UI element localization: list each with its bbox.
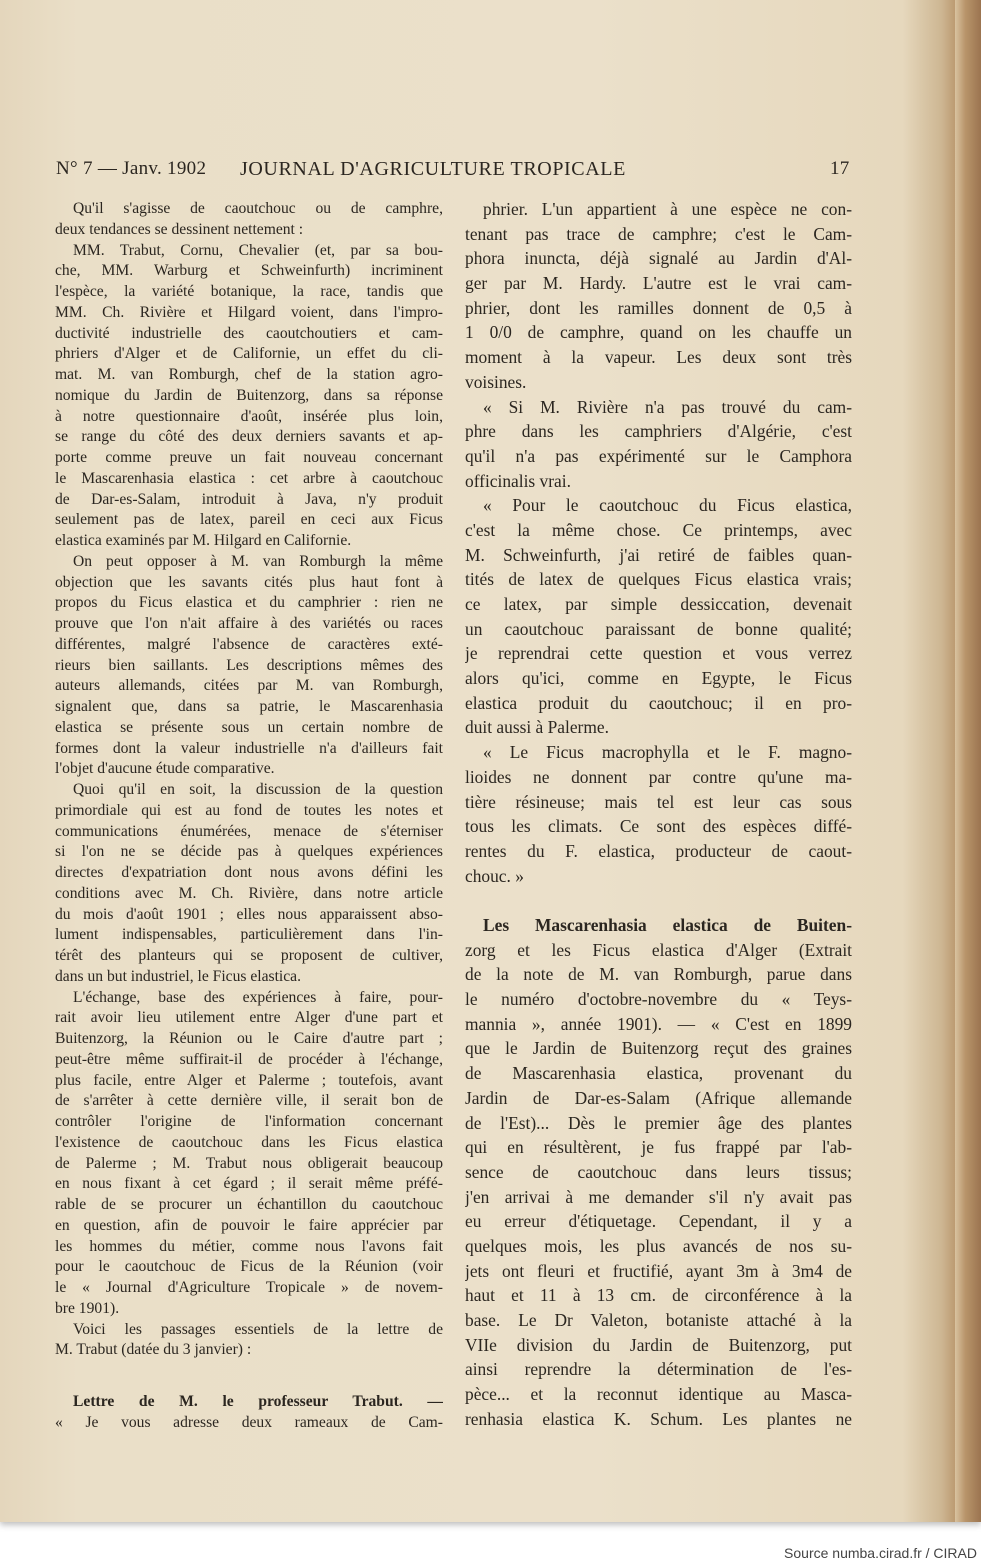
text-line: se range du côté des deux derniers savants et ap- xyxy=(55,428,443,446)
text-line: moment à la vapeur. Les deux sont très xyxy=(465,347,852,368)
text-line: VIIe division du Jardin de Buitenzorg, put xyxy=(465,1334,852,1355)
text-line: pèce... et la reconnut identique au Masca- xyxy=(465,1384,852,1405)
text-line: MM. Trabut, Cornu, Chevalier (et, par sa bou- xyxy=(73,241,443,259)
text-line: ductivité industrielle des caoutchoutiers et cam- xyxy=(55,324,443,342)
text-line: phrier, dont les ramilles donnent de 0,5 à xyxy=(465,297,852,318)
text-line: seulement pas de latex, pareil en ceci aux Ficus xyxy=(55,511,443,529)
text-line: si l'on ne se décide pas à quelques expériences xyxy=(55,843,443,861)
text-line: Jardin de Dar-es-Salam (Afrique allemande xyxy=(465,1087,852,1108)
text-line: MM. Ch. Rivière et Hilgard voient, dans l'impro- xyxy=(55,303,443,321)
text-line: je reprendrai cette question et vous verrez xyxy=(465,643,852,664)
text-line: lument indispensables, particulièrement dans l'in- xyxy=(55,926,443,944)
text-line: ce latex, par simple dessiccation, devenait xyxy=(465,594,852,614)
text-line: Buitenzorg, la Réunion ou le Caire d'autre part ; xyxy=(55,1030,443,1047)
text-line: tités de latex de quelques Ficus elastica vrais; xyxy=(465,569,852,590)
text-line: M. Schweinfurth, j'ai retiré de faibles quan- xyxy=(465,544,852,565)
text-line: tous les climats. Ce sont des espèces diffé- xyxy=(465,816,852,837)
text-line: lioides ne donnent par contre qu'une ma- xyxy=(465,766,852,787)
text-line: zorg et les Ficus elastica d'Alger (Extrait xyxy=(465,939,852,960)
text-line: l'objet d'aucune étude comparative. xyxy=(55,760,275,778)
text-line: Qu'il s'agisse de caoutchouc ou de camphre, xyxy=(73,200,443,217)
text-line: j'en arrivai à me demander s'il n'y avait pas xyxy=(465,1186,852,1207)
text-line: conditions avec M. Ch. Rivière, dans notre article xyxy=(55,884,443,902)
text-line: 1 0/0 de camphre, quand on les chauffe un xyxy=(465,322,852,343)
text-line: un caoutchouc paraissant de bonne qualité; xyxy=(465,618,852,639)
text-line: en nous fixant à cet égard ; il serait même préfé- xyxy=(55,1175,443,1193)
text-line: l'existence de caoutchouc dans les Ficus elastica xyxy=(55,1133,443,1151)
text-line: nomique du Jardin de Buitenzorg, dans sa réponse xyxy=(55,386,443,404)
text-line: eu erreur d'étiquetage. Cependant, il y a xyxy=(465,1211,852,1232)
text-line: rentes du F. elastica, producteur de caout- xyxy=(465,840,852,861)
text-line: auteurs allemands, citées par M. van Romburgh, xyxy=(55,677,443,695)
text-line: de l'Est)... Dès le premier âge des plantes xyxy=(465,1112,852,1133)
text-line: signalent que, dans sa patrie, le Mascarenhasia xyxy=(55,698,443,715)
text-line: elastica se présente sous un certain nombre de xyxy=(55,718,443,736)
text-line: objection que les savants cités plus haut font à xyxy=(55,573,443,591)
text-line: voisines. xyxy=(465,371,527,392)
text-line: che, MM. Warburg et Schweinfurth) incriminent xyxy=(55,262,443,280)
text-line: ger par M. Hardy. L'autre est le vrai cam- xyxy=(465,273,852,294)
section-heading: Lettre de M. le professeur Trabut. — xyxy=(73,1393,443,1410)
text-line: que le Jardin de Buitenzorg reçut des graines xyxy=(465,1038,852,1059)
text-line: le numéro d'octobre-novembre du « Teys- xyxy=(465,989,852,1010)
text-line: contrôler l'origine de l'information concernant xyxy=(55,1113,443,1130)
text-line: Voici les passages essentiels de la lettre de xyxy=(73,1320,443,1338)
text-line: phrier. L'un appartient à une espèce ne con- xyxy=(483,199,852,219)
text-line: de la note de M. van Romburgh, parue dans xyxy=(465,964,852,985)
text-line: du mois d'août 1901 ; elles nous apparaissent abso- xyxy=(55,905,443,923)
text-line: qu'il n'a pas expérimenté sur le Camphora xyxy=(465,445,852,466)
text-line: communications énumérées, menace de s'éterniser xyxy=(55,822,443,840)
text-line: c'est la même chose. Ce printemps, avec xyxy=(465,519,852,540)
text-line: base. Le Dr Valeton, botaniste attaché à la xyxy=(465,1310,852,1330)
text-line: Quoi qu'il en soit, la discussion de la question xyxy=(73,781,443,798)
text-line: pour le caoutchouc de Ficus de la Réunion (voir xyxy=(55,1258,443,1276)
right-column-text xyxy=(465,197,852,888)
text-line: officinalis vrai. xyxy=(465,470,571,491)
text-line: ainsi reprendre la détermination de l'es- xyxy=(465,1359,852,1380)
text-line: tière résineuse; mais tel est leur cas sous xyxy=(465,791,852,812)
text-line: rait avoir lieu utilement entre Alger d'une part et xyxy=(55,1009,443,1027)
text-line: directes d'expatriation dont nous avons défini les xyxy=(55,864,443,881)
text-line: alors qu'ici, comme en Egypte, le Ficus xyxy=(465,668,852,689)
text-line: les hommes du métier, comme nous l'avons fait xyxy=(55,1237,443,1255)
book-edge xyxy=(955,0,981,1522)
text-line: chouc. » xyxy=(465,865,524,886)
text-line: primordiale qui est au fond de toutes les notes et xyxy=(55,801,443,819)
page-number: 17 xyxy=(830,158,850,179)
text-line: tenant pas trace de camphre; c'est le Cam- xyxy=(465,223,852,244)
text-line: deux tendances se dessinent nettement : xyxy=(55,220,304,238)
text-line: « Le Ficus macrophylla et le F. magno- xyxy=(483,742,852,763)
text-line: rieurs bien saillants. Les descriptions mêmes des xyxy=(55,656,443,674)
text-line: différentes, malgré l'absence de caractères exté- xyxy=(55,635,443,653)
section-heading: Les Mascarenhasia elastica de Buiten- xyxy=(483,915,852,935)
text-line: de Palerme ; M. Trabut nous obligerait beaucoup xyxy=(55,1154,443,1172)
text-line: de s'arrêter à cette dernière ville, il serait bon de xyxy=(55,1092,443,1110)
text-line: de Dar-es-Salam, introduit à Java, n'y produit xyxy=(55,490,443,508)
text-line: propos du Ficus elastica et du camphrier : rien ne xyxy=(55,594,443,612)
text-line: L'échange, base des expériences à faire, pour- xyxy=(73,988,443,1006)
text-line: le « Journal d'Agriculture Tropicale » de novem- xyxy=(55,1279,443,1296)
trabut-letter-section xyxy=(55,1392,443,1434)
text-line: peut-être même suffirait-il de procéder à l'échange, xyxy=(55,1050,443,1068)
text-line: quelques mois, les plus avancés de nos su- xyxy=(465,1235,852,1256)
text-line: plus facile, entre Alger et Palerme ; toutefois, avant xyxy=(55,1071,443,1089)
text-line: phriers d'Alger et de Californie, un effet du cli- xyxy=(55,345,443,363)
text-line: « Je vous adresse deux rameaux de Cam- xyxy=(55,1413,443,1431)
text-line: « Si M. Rivière n'a pas trouvé du cam- xyxy=(483,396,852,417)
text-line: à notre questionnaire d'août, insérée plus loin, xyxy=(55,407,443,425)
text-line: haut et 11 à 13 cm. de circonférence à la xyxy=(465,1285,852,1306)
text-line: de Mascarenhasia elastica, provenant du xyxy=(465,1063,852,1084)
text-line: l'espèce, la variété botanique, la race, tandis que xyxy=(55,283,443,300)
text-line: mannia », année 1901). — « C'est en 1899 xyxy=(465,1013,852,1034)
text-line: jets ont fleuri et fructifié, ayant 3m à 3m4 de xyxy=(465,1260,852,1281)
text-line: le Mascarenhasia elastica : cet arbre à caoutchouc xyxy=(55,469,443,487)
journal-title: JOURNAL D'AGRICULTURE TROPICALE xyxy=(240,158,626,180)
text-line: renhasia elastica K. Schum. Les plantes ne xyxy=(465,1408,852,1429)
text-line: On peut opposer à M. van Romburgh la même xyxy=(73,552,443,570)
source-credit: Source numba.cirad.fr / CIRAD xyxy=(784,1545,977,1561)
text-line: duit aussi à Palerme. xyxy=(465,717,609,738)
text-line: phora inuncta, déjà signalé au Jardin d'Al- xyxy=(465,248,852,269)
text-line: prouve que l'on n'ait affaire à des variétés ou races xyxy=(55,615,443,632)
text-line: térêt des planteurs qui se proposent de cultiver, xyxy=(55,947,443,964)
text-line: elastica examinés par M. Hilgard en Californie. xyxy=(55,532,352,549)
text-line: elastica produit du caoutchouc; il en pro- xyxy=(465,692,852,713)
text-line: sence de caoutchouc dans leurs tissus; xyxy=(465,1161,852,1182)
issue-number: N° 7 — Janv. 1902 xyxy=(56,158,207,179)
text-line: mat. M. van Romburgh, chef de la station agro- xyxy=(55,366,443,383)
text-line: phre dans les camphriers d'Algérie, c'est xyxy=(465,421,852,442)
mascarenhasia-section xyxy=(465,913,852,1431)
text-line: en question, afin de pouvoir le faire apprécier par xyxy=(55,1216,443,1234)
text-line: qui en résultèrent, je fus frappé par l'ab- xyxy=(465,1137,852,1158)
text-line: dans un but industriel, le Ficus elastica. xyxy=(55,967,301,985)
left-column-text xyxy=(55,199,443,1361)
text-line: bre 1901). xyxy=(55,1299,120,1317)
text-line: formes dont la valeur industrielle n'a d'ailleurs fait xyxy=(55,739,443,757)
text-line: « Pour le caoutchouc du Ficus elastica, xyxy=(483,495,852,516)
text-line: M. Trabut (datée du 3 janvier) : xyxy=(55,1341,252,1359)
text-line: rable de se procurer un échantillon du caoutchouc xyxy=(55,1196,443,1213)
text-line: porte comme preuve un fait nouveau concernant xyxy=(55,449,443,466)
